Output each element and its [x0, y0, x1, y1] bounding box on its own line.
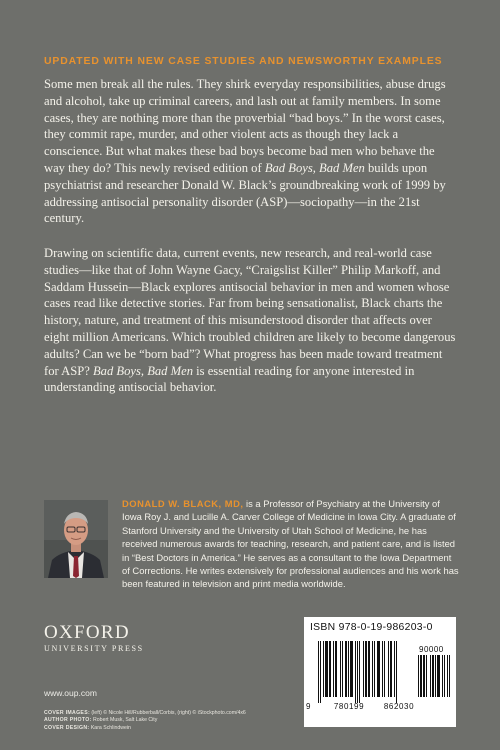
barcode-bar: [449, 655, 450, 697]
book-title-italic: Bad Boys, Bad Men: [92, 363, 194, 378]
barcode-bar: [388, 641, 389, 697]
barcode-bar: [365, 641, 367, 697]
barcode-bar: [390, 641, 392, 697]
publisher-logo-subtitle: UNIVERSITY PRESS: [44, 644, 144, 653]
barcode-bar: [368, 641, 370, 697]
credit-text: Robert Musk, Salt Lake City: [91, 717, 158, 724]
credit-label: COVER IMAGES:: [44, 710, 90, 716]
barcode-bar: [372, 641, 373, 697]
cover-credits: [44, 710, 304, 732]
author-bio-text: is a Professor of Psychiatry at the University of Iowa Roy J. and Lucille A. Carver College of Medicine in Iowa City. A graduate of Stanford University and the University of Utah School of Medicine, he has received numerous awards for teaching, research, and patient care, and is listed in “Best Doctors in America.” He serves as a consultant to the Iowa Department of Corrections. He writes extensively for professional audiences and his work has been featured in television and print media worldwide.: [122, 498, 459, 590]
author-name: DONALD W. BLACK, MD,: [122, 498, 244, 509]
barcode-bar: [435, 655, 436, 697]
barcode-bar: [430, 655, 431, 697]
paragraph-1-text-b: builds upon psychiatrist and researcher Donald W. Black’s groundbreaking work of 1999 by addressing antisocial personality disorder (ASP)—sociopathy—in the 21st century.: [44, 160, 446, 226]
barcode-bar: [363, 641, 364, 697]
barcode-bar: [320, 641, 321, 703]
cover-tagline: UPDATED WITH NEW CASE STUDIES AND NEWSWORTHY EXAMPLES: [44, 56, 443, 67]
barcode-lead-digit: 9: [306, 702, 311, 711]
credit-label: COVER DESIGN:: [44, 724, 90, 731]
description-paragraph-2: [44, 245, 458, 396]
barcode-bar: [355, 641, 356, 703]
barcode-bar: [348, 641, 349, 697]
barcode-bar: [357, 641, 358, 703]
barcode-bar: [442, 655, 443, 697]
publisher-website: www.oup.com: [44, 688, 97, 698]
author-portrait-image: [44, 500, 108, 578]
barcode-bar: [377, 641, 380, 697]
barcode-bar: [384, 641, 385, 697]
barcode-bar: [426, 655, 427, 697]
barcode-bar: [323, 641, 324, 697]
credit-cover-design: [44, 725, 304, 732]
credit-text: Kara Schlindwein: [89, 724, 131, 731]
barcode-bar: [340, 641, 341, 697]
barcode-bar: [345, 641, 347, 697]
barcode-bar: [342, 641, 343, 697]
barcode-bar: [350, 641, 353, 697]
barcode-bar: [423, 655, 425, 697]
author-bio: [122, 497, 460, 591]
barcode-bar: [333, 641, 334, 697]
barcode-bar: [374, 641, 375, 697]
barcode-left-digits: 780199: [333, 702, 365, 711]
barcode-bar: [432, 655, 434, 697]
author-photo: [44, 500, 108, 578]
barcode-bar: [437, 655, 440, 697]
barcode-bar: [444, 655, 445, 697]
barcode-bar: [325, 641, 328, 697]
barcode-bar: [329, 641, 331, 697]
paragraph-1-text-a: Some men break all the rules. They shirk everyday responsibilities, abuse drugs and alcohol, take up criminal careers, and lash out at family members. In some cases, they are nothing more than the proverbial “bad boys.” In the worst cases, they commit rape, murder, and other violent acts as though they lack a conscience. But what makes these bad boys become bad men who behave the way they do? This newly revised edition of: [44, 77, 446, 175]
barcode-bar: [318, 641, 319, 703]
barcode-bar: [396, 641, 397, 703]
barcode-bar: [420, 655, 422, 697]
barcode-bar: [359, 641, 360, 703]
addon-barcode: [418, 655, 452, 703]
description-paragraph-1: [44, 76, 458, 227]
barcode-right-digits: 862030: [383, 702, 415, 711]
barcode-bar: [382, 641, 383, 697]
isbn-barcode-panel: [304, 617, 456, 727]
credit-author-photo: [44, 717, 304, 724]
barcode-bar: [418, 655, 419, 697]
credit-text: (left) © Nicole Hill/Rubberball/Corbis, (right) © iStockphoto.com/4x6: [89, 710, 246, 716]
barcode-bar: [447, 655, 448, 697]
isbn-number: ISBN 978-0-19-986203-0: [310, 622, 433, 633]
credit-cover-images: [44, 710, 304, 717]
ean-barcode: [318, 641, 418, 703]
barcode-addon-digits: 90000: [419, 645, 444, 654]
book-title-italic: Bad Boys, Bad Men: [264, 160, 365, 175]
paragraph-2-text-a: Drawing on scientific data, current events, new research, and real-world case studies—like that of John Wayne Gacy, “Craigslist Killer” Philip Markoff, and Saddam Hussein—Black explores antisocial behavior in men and women whose cases read like detective stories. Far from being sensationalist, Black charts the history, nature, and treatment of this misunderstood disorder that affects over eight million Americans. Which troubled children are likely to become dangerous adults? Can we be “born bad”? What progress has been made toward treatment for ASP?: [44, 246, 456, 378]
publisher-logo-name: OXFORD: [44, 622, 130, 643]
credit-label: AUTHOR PHOTO:: [44, 717, 92, 724]
barcode-bar: [394, 641, 395, 697]
barcode-bar: [335, 641, 337, 697]
paragraph-2-text-b: is essential reading for anyone interested in understanding antisocial behavior.: [44, 363, 415, 395]
